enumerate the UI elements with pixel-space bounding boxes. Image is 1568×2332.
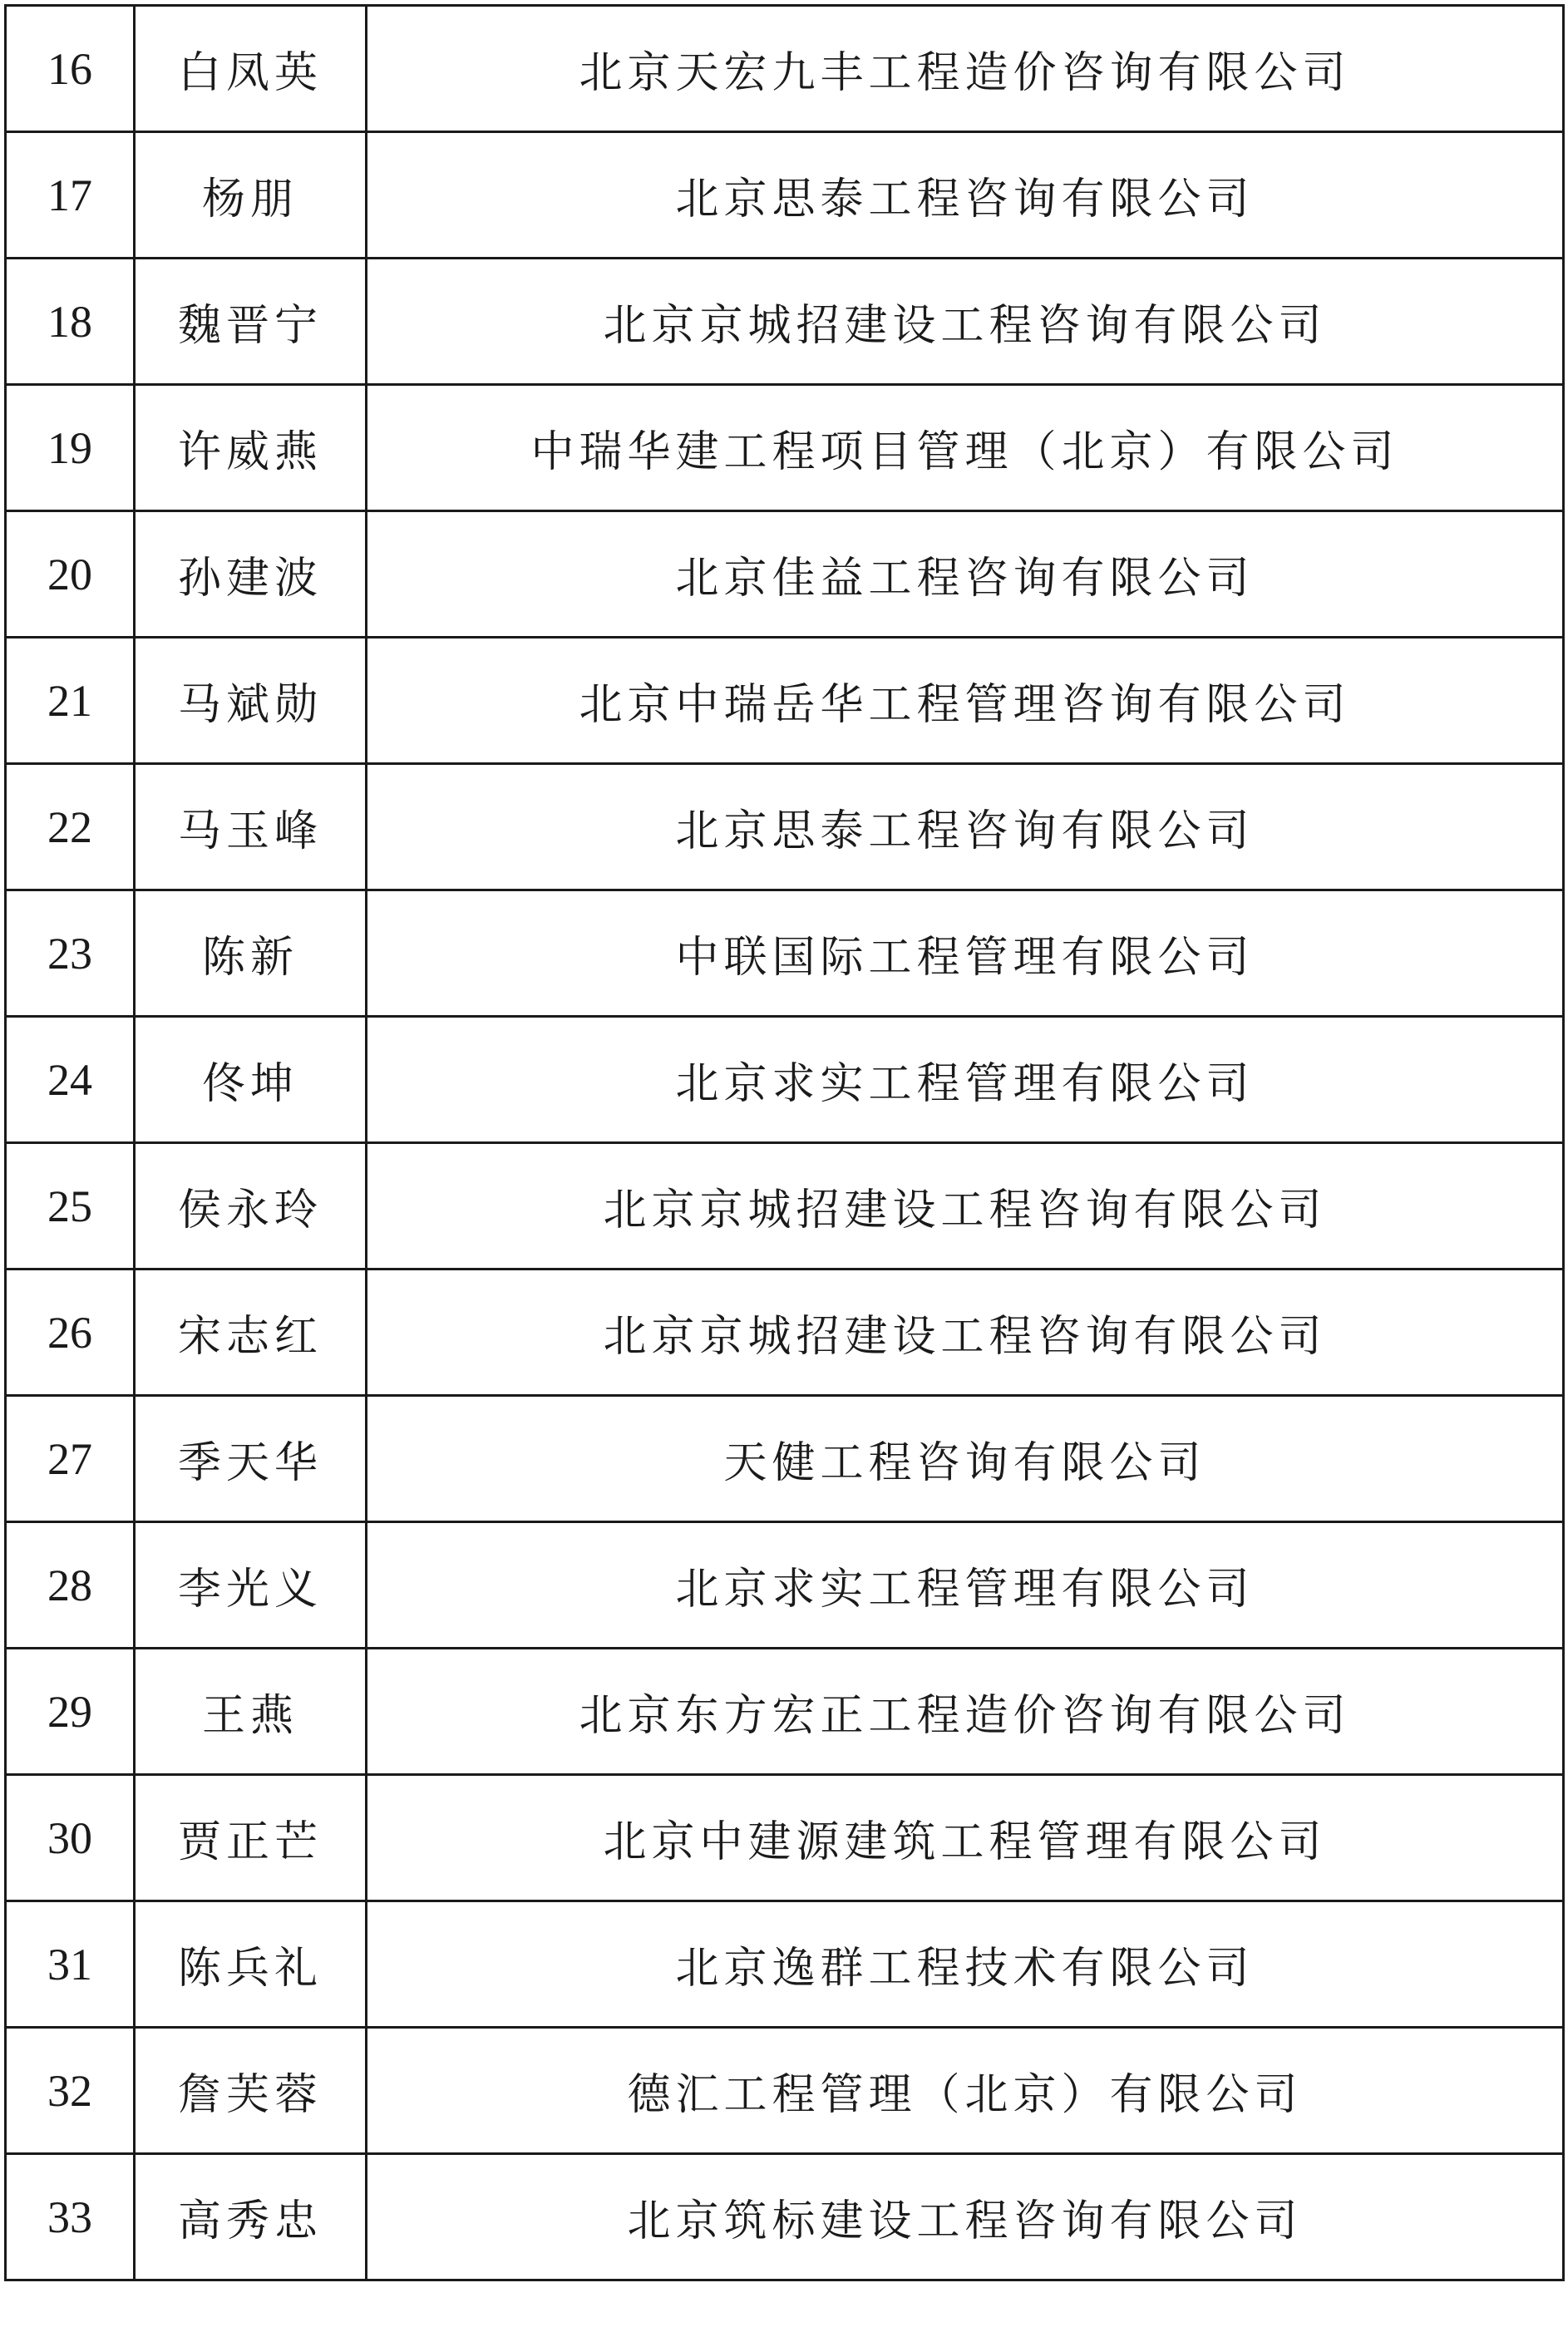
- company-name: 北京逸群工程技术有限公司: [367, 1901, 1564, 2028]
- row-number: 19: [6, 385, 135, 511]
- table-row: [6, 259, 1564, 385]
- table-row: [6, 132, 1564, 259]
- person-name: 孙建波: [135, 511, 367, 638]
- person-name: 许威燕: [135, 385, 367, 511]
- person-name: 白凤英: [135, 6, 367, 132]
- table-row: [6, 1775, 1564, 1901]
- person-name: 杨朋: [135, 132, 367, 259]
- row-number: 33: [6, 2154, 135, 2280]
- table-row: [6, 1649, 1564, 1775]
- company-name: 北京京城招建设工程咨询有限公司: [367, 259, 1564, 385]
- table-row: [6, 764, 1564, 890]
- person-name: 魏晋宁: [135, 259, 367, 385]
- person-name: 李光义: [135, 1522, 367, 1649]
- personnel-table-body: [6, 6, 1564, 2280]
- company-name: 北京天宏九丰工程造价咨询有限公司: [367, 6, 1564, 132]
- row-number: 31: [6, 1901, 135, 2028]
- person-name: 高秀忠: [135, 2154, 367, 2280]
- company-name: 北京京城招建设工程咨询有限公司: [367, 1143, 1564, 1270]
- person-name: 贾正芒: [135, 1775, 367, 1901]
- personnel-table: [4, 4, 1565, 2281]
- row-number: 23: [6, 890, 135, 1017]
- row-number: 17: [6, 132, 135, 259]
- company-name: 北京中建源建筑工程管理有限公司: [367, 1775, 1564, 1901]
- person-name: 侯永玲: [135, 1143, 367, 1270]
- row-number: 32: [6, 2028, 135, 2154]
- table-row: [6, 1143, 1564, 1270]
- person-name: 马斌勋: [135, 638, 367, 764]
- row-number: 16: [6, 6, 135, 132]
- company-name: 德汇工程管理（北京）有限公司: [367, 2028, 1564, 2154]
- row-number: 24: [6, 1017, 135, 1143]
- company-name: 中瑞华建工程项目管理（北京）有限公司: [367, 385, 1564, 511]
- company-name: 天健工程咨询有限公司: [367, 1396, 1564, 1522]
- person-name: 佟坤: [135, 1017, 367, 1143]
- row-number: 22: [6, 764, 135, 890]
- table-row: [6, 6, 1564, 132]
- company-name: 北京求实工程管理有限公司: [367, 1017, 1564, 1143]
- table-row: [6, 511, 1564, 638]
- row-number: 27: [6, 1396, 135, 1522]
- person-name: 陈新: [135, 890, 367, 1017]
- row-number: 28: [6, 1522, 135, 1649]
- person-name: 詹芙蓉: [135, 2028, 367, 2154]
- company-name: 北京东方宏正工程造价咨询有限公司: [367, 1649, 1564, 1775]
- table-row: [6, 890, 1564, 1017]
- company-name: 北京思泰工程咨询有限公司: [367, 764, 1564, 890]
- row-number: 20: [6, 511, 135, 638]
- table-row: [6, 1396, 1564, 1522]
- table-row: [6, 1017, 1564, 1143]
- person-name: 王燕: [135, 1649, 367, 1775]
- table-row: [6, 1901, 1564, 2028]
- table-row: [6, 1522, 1564, 1649]
- person-name: 季天华: [135, 1396, 367, 1522]
- row-number: 30: [6, 1775, 135, 1901]
- company-name: 北京中瑞岳华工程管理咨询有限公司: [367, 638, 1564, 764]
- company-name: 北京佳益工程咨询有限公司: [367, 511, 1564, 638]
- row-number: 21: [6, 638, 135, 764]
- company-name: 北京思泰工程咨询有限公司: [367, 132, 1564, 259]
- row-number: 29: [6, 1649, 135, 1775]
- table-row: [6, 2154, 1564, 2280]
- person-name: 陈兵礼: [135, 1901, 367, 2028]
- company-name: 北京求实工程管理有限公司: [367, 1522, 1564, 1649]
- person-name: 宋志红: [135, 1270, 367, 1396]
- company-name: 北京筑标建设工程咨询有限公司: [367, 2154, 1564, 2280]
- table-row: [6, 1270, 1564, 1396]
- row-number: 26: [6, 1270, 135, 1396]
- company-name: 北京京城招建设工程咨询有限公司: [367, 1270, 1564, 1396]
- table-row: [6, 385, 1564, 511]
- row-number: 25: [6, 1143, 135, 1270]
- table-row: [6, 2028, 1564, 2154]
- company-name: 中联国际工程管理有限公司: [367, 890, 1564, 1017]
- person-name: 马玉峰: [135, 764, 367, 890]
- row-number: 18: [6, 259, 135, 385]
- table-row: [6, 638, 1564, 764]
